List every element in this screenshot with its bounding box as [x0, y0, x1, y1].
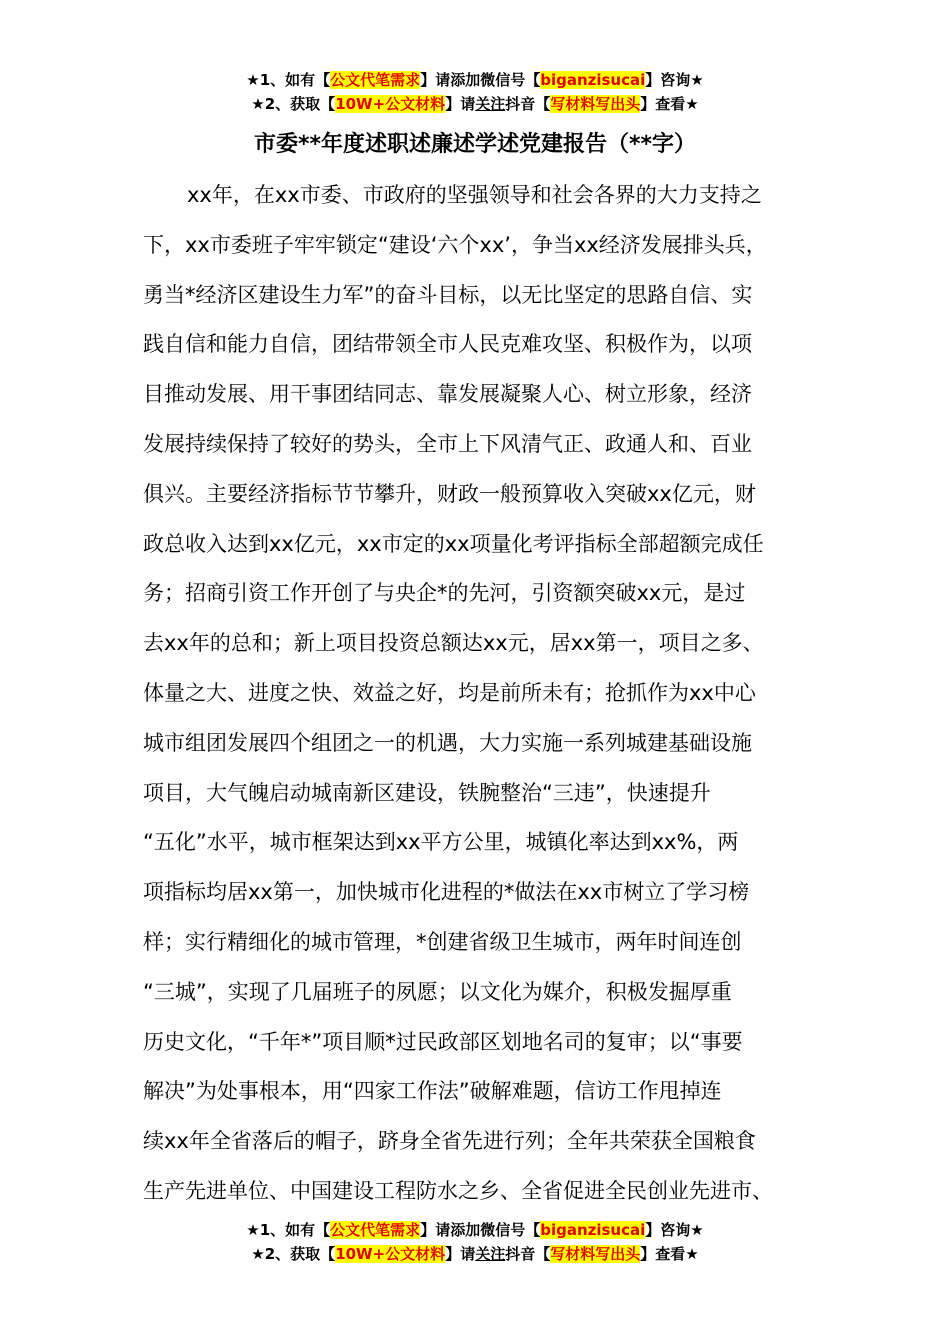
- highlight-service: 公文代笔需求: [330, 71, 421, 89]
- underline-follow: 关注: [475, 1245, 506, 1263]
- highlight-materials: 10W+公文材料: [335, 1245, 446, 1263]
- highlight-materials: 10W+公文材料: [335, 95, 446, 113]
- body-line: 下，xx市委班子牢牢锁定“建设‘六个xx’，争当xx经济发展排头兵，: [143, 232, 767, 257]
- body-line: xx年，在xx市委、市政府的坚强领导和社会各界的大力支持之: [187, 183, 762, 207]
- body-line: 发展持续保持了较好的势头，全市上下风清气正、政通人和、百业: [143, 431, 752, 456]
- body-line: 目推动发展、用干事团结同志、靠发展凝聚人心、树立形象，经济: [143, 382, 752, 407]
- highlight-wechat-id: biganzisucai: [540, 1221, 646, 1239]
- highlight-douyin: 写材料写出头: [550, 1245, 641, 1263]
- body-line: 解决”为处事根本，用“四家工作法”破解难题，信访工作甩掉连: [143, 1079, 722, 1104]
- header-banner: [0, 68, 950, 116]
- body-line: “五化”水平，城市框架达到xx平方公里，城镇化率达到xx%，两: [143, 830, 739, 855]
- body-line: 践自信和能力自信，团结带领全市人民克难攻坚、积极作为，以项: [143, 332, 752, 357]
- body-line: 项目，大气魄启动城南新区建设，铁腕整治“三违”，快速提升: [143, 780, 711, 805]
- highlight-douyin: 写材料写出头: [550, 95, 641, 113]
- banner-line-1: ★1、如有【公文代笔需求】请添加微信号【biganzisucai】咨询★: [246, 1221, 704, 1239]
- banner-line-2: ★2、获取【10W+公文材料】请关注抖音【写材料写出头】查看★: [251, 1245, 699, 1263]
- body-line: 务；招商引资工作开创了与央企*的先河，引资额突破xx元，是过: [143, 581, 746, 606]
- highlight-wechat-id: biganzisucai: [540, 71, 646, 89]
- banner-line-2: ★2、获取【10W+公文材料】请关注抖音【写材料写出头】查看★: [251, 95, 699, 113]
- document-body: [143, 174, 823, 1220]
- body-line: 政总收入达到xx亿元，xx市定的xx项量化考评指标全部超额完成任: [143, 531, 764, 556]
- body-line: 去xx年的总和；新上项目投资总额达xx元，居xx第一，项目之多、: [143, 631, 764, 656]
- body-line: 俱兴。主要经济指标节节攀升，财政一般预算收入突破xx亿元，财: [143, 481, 756, 506]
- body-line: 项指标均居xx第一，加快城市化进程的*做法在xx市树立了学习榜: [143, 880, 750, 905]
- banner-line-1: ★1、如有【公文代笔需求】请添加微信号【biganzisucai】咨询★: [246, 71, 704, 89]
- footer-banner: [0, 1218, 950, 1266]
- body-line: 续xx年全省落后的帽子，跻身全省先进行列；全年共荣获全国粮食: [143, 1129, 756, 1154]
- body-line: 勇当*经济区建设生力军”的奋斗目标，以无比坚定的思路自信、实: [143, 282, 753, 307]
- body-line: 历史文化，“千年*”项目顺*过民政部区划地名司的复审；以“事要: [143, 1029, 743, 1054]
- body-line: 体量之大、进度之快、效益之好，均是前所未有；抢抓作为xx中心: [143, 680, 756, 705]
- body-line: 样；实行精细化的城市管理，*创建省级卫生城市，两年时间连创: [143, 929, 742, 954]
- document-title: 市委**年度述职述廉述学述党建报告（**字）: [253, 132, 697, 157]
- body-line: 城市组团发展四个组团之一的机遇，大力实施一系列城建基础设施: [143, 730, 752, 755]
- underline-follow: 关注: [475, 95, 506, 113]
- highlight-service: 公文代笔需求: [330, 1221, 421, 1239]
- body-line: 生产先进单位、中国建设工程防水之乡、全省促进全民创业先进市、: [143, 1178, 773, 1203]
- body-line: “三城”，实现了几届班子的夙愿；以文化为媒介，积极发掘厚重: [143, 979, 732, 1004]
